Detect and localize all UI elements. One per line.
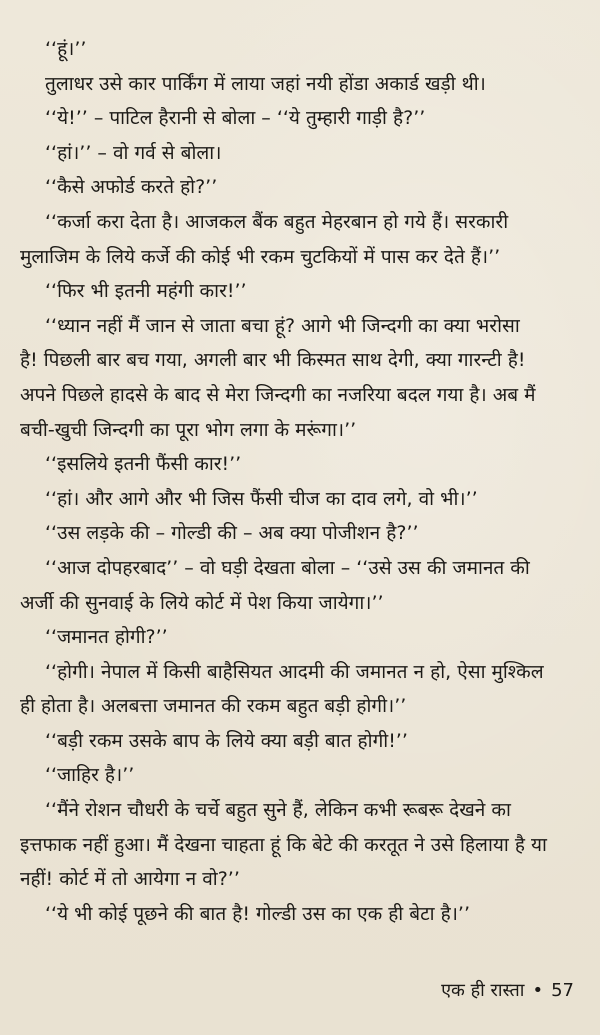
- body-text: [20, 32, 576, 931]
- text-line: ‘‘ये!’’ – पाटिल हैरानी से बोला – ‘‘ये तुम्हारी गाड़ी है?’’: [45, 107, 426, 130]
- text-line: इत्तफाक नहीं हुआ। मैं देखना चाहता हूं कि बेटे की करतूत ने उसे हिलाया है या: [20, 833, 547, 856]
- text-line: ‘‘ध्यान नहीं मैं जान से जाता बचा हूं? आगे भी जिन्दगी का क्या भरोसा: [45, 314, 520, 337]
- running-title: एक ही रास्ता: [441, 980, 525, 1001]
- text-line: ‘‘कर्जा करा देता है। आजकल बैंक बहुत मेहरबान हो गये हैं। सरकारी: [45, 210, 509, 233]
- text-line: ‘‘होगी। नेपाल में किसी बाहैसियत आदमी की जमानत न हो, ऐसा मुश्किल: [45, 660, 544, 683]
- text-line: नहीं! कोर्ट में तो आयेगा न वो?’’: [20, 868, 240, 891]
- text-line: ‘‘आज दोपहरबाद’’ – वो घड़ी देखता बोला – ‘‘उसे उस की जमानत की: [45, 556, 530, 579]
- text-line: ‘‘इसलिये इतनी फैंसी कार!’’: [45, 453, 242, 476]
- page-number: 57: [551, 980, 574, 1001]
- text-line: ‘‘हां।’’ – वो गर्व से बोला।: [45, 141, 222, 164]
- text-line: ‘‘कैसे अफोर्ड करते हो?’’: [45, 176, 218, 199]
- text-line: ‘‘मैंने रोशन चौधरी के चर्चे बहुत सुने हैं, लेकिन कभी रूबरू देखने का: [45, 799, 511, 822]
- text-line: मुलाजिम के लिये कर्जे की कोई भी रकम चुटकियों में पास कर देते हैं।’’: [20, 245, 501, 268]
- text-line: है! पिछली बार बच गया, अगली बार भी किस्मत साथ देगी, क्या गारन्टी है!: [20, 349, 526, 372]
- text-line: ही होता है। अलबत्ता जमानत की रकम बहुत बड़ी होगी।’’: [20, 695, 407, 718]
- text-line: ‘‘जाहिर है।’’: [45, 764, 135, 787]
- text-line: ‘‘उस लड़के की – गोल्डी की – अब क्या पोजीशन है?’’: [45, 522, 419, 545]
- text-line: बची-खुची जिन्दगी का पूरा भोग लगा के मरूंगा।’’: [20, 418, 357, 441]
- text-line: तुलाधर उसे कार पार्किंग में लाया जहां नयी होंडा अकार्ड खड़ी थी।: [45, 72, 486, 95]
- text-line: अर्जी की सुनवाई के लिये कोर्ट में पेश किया जायेगा।’’: [20, 591, 384, 614]
- text-line: अपने पिछले हादसे के बाद से मेरा जिन्दगी का नजरिया बदल गया है। अब मैं: [20, 383, 536, 406]
- text-line: ‘‘जमानत होगी?’’: [45, 626, 168, 649]
- page-footer: [300, 976, 574, 1006]
- text-line: ‘‘हूं।’’: [45, 38, 87, 60]
- text-line: ‘‘बड़ी रकम उसके बाप के लिये क्या बड़ी बात होगी!’’: [45, 729, 408, 752]
- text-line: ‘‘फिर भी इतनी महंगी कार!’’: [45, 280, 247, 303]
- text-line: ‘‘हां। और आगे और भी जिस फैंसी चीज का दाव लगे, वो भी।’’: [45, 487, 478, 510]
- text-line: ‘‘ये भी कोई पूछने की बात है! गोल्डी उस का एक ही बेटा है।’’: [45, 902, 471, 925]
- footer-separator: •: [532, 980, 544, 1001]
